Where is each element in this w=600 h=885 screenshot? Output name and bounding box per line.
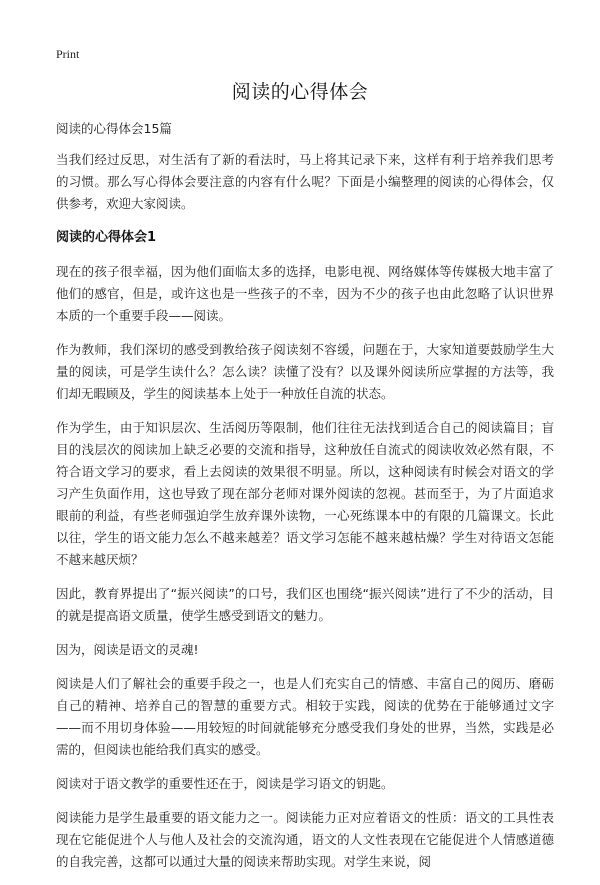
section-heading: 阅读的心得体会1 — [56, 230, 157, 245]
intro-paragraph: 当我们经过反思，对生活有了新的看法时，马上将其记录下来，这样有利于培养我们思考的习惯。那么写心得体会要注意的内容有什么呢？下面是小编整理的阅读的心得体会，仅供参考，欢迎大家阅读。 — [56, 152, 554, 211]
body-paragraph: 作为教师，我们深切的感受到教给孩子阅读刻不容缓，问题在于，大家知道要鼓励学生大量的阅读，可是学生读什么？怎么读？读懂了没有？以及课外阅读所应掌握的方法等，我们却无暇顾及，学生的阅读基本上处于一种放任自流的状态。 — [56, 342, 554, 401]
body-paragraph: 因此，教育界提出了“振兴阅读”的口号，我们区也围绕“振兴阅读”进行了不少的活动，目的就是提高语文质量，使学生感受到语文的魅力。 — [56, 586, 554, 623]
body-paragraph: 阅读对于语文教学的重要性还在于，阅读是学习语文的钥匙。 — [56, 776, 394, 791]
document-subtitle: 阅读的心得体会15篇 — [56, 121, 172, 136]
print-link[interactable]: Print — [56, 47, 80, 61]
body-paragraph: 现在的孩子很幸福，因为他们面临太多的选择，电影电视、网络媒体等传媒极大地丰富了他们的感官，但是，或许这也是一些孩子的不幸，因为不少的孩子也由此忽略了认识世界本质的一个重要手段——阅读。 — [56, 264, 554, 323]
body-paragraph: 阅读是人们了解社会的重要手段之一，也是人们充实自己的情感、丰富自己的阅历、磨砺自己的精神、培养自己的智慧的重要方式。相较于实践，阅读的优势在于能够通过文字——而不用切身体验——用较短的时间就能够充分感受我们身处的世界，当然，实践是必需的，但阅读也能给我们真实的感受。 — [56, 676, 554, 757]
page-title: 阅读的心得体会 — [231, 81, 369, 103]
body-paragraph: 阅读能力是学生最重要的语文能力之一。阅读能力正对应着语文的性质：语文的工具性表现在它能促进个人与他人及社会的交流沟通，语文的人文性表现在它能促进个人情感道德的自我完善，这都可以通过大量的阅读来帮助实现。对学生来说，阅 — [56, 810, 554, 869]
body-paragraph: 因为，阅读是语文的灵魂! — [56, 642, 199, 657]
body-paragraph: 作为学生，由于知识层次、生活阅历等限制，他们往往无法找到适合自己的阅读篇目；盲目的浅层次的阅读加上缺乏必要的交流和指导，这种放任自流式的阅读收效必然有限，不符合语文学习的要求，看上去阅读的效果很不明显。所以，这种阅读有时候会对语文的学习产生负面作用，这也导致了现在部分老师对课外阅读的忽视。甚而至于，为了片面追求眼前的利益，有些老师强迫学生放弃课外读物，一心死练课本中的有限的几篇课文。长此以往，学生的语文能力怎么不越来越差？语文学习怎能不越来越枯燥？学生对待语文怎能不越来越厌烦？ — [56, 420, 554, 567]
document-body — [56, 149, 554, 885]
